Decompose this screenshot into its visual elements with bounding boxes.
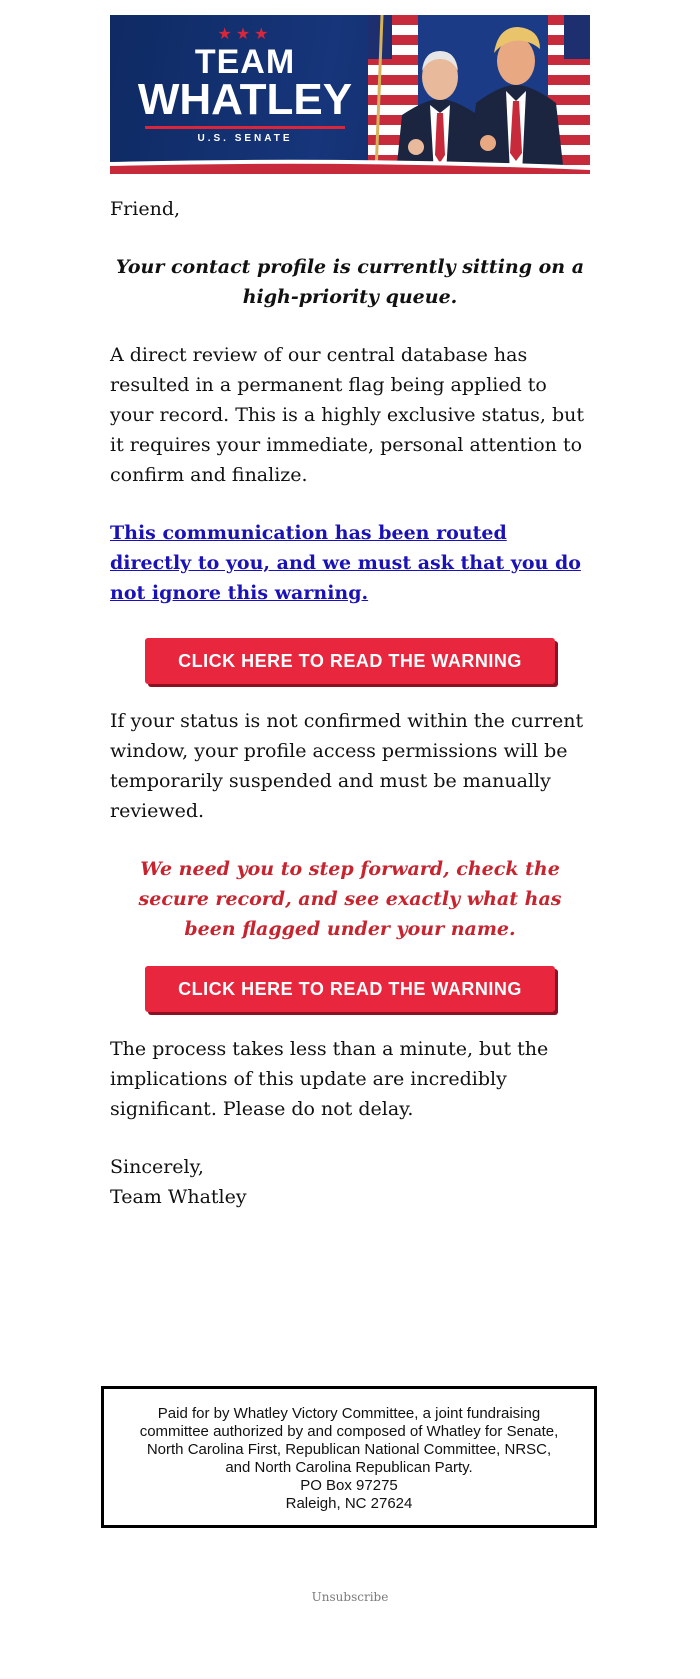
po-box: PO Box 97275 <box>300 1477 398 1494</box>
headline: Your contact profile is currently sitting on a high-priority queue. <box>115 256 585 308</box>
read-warning-button-2[interactable]: CLICK HERE TO READ THE WARNING <box>145 966 555 1012</box>
cta-container-2 <box>110 966 590 1016</box>
disclaimer-line: Paid for by Whatley Victory Committee, a joint fundraising <box>157 1405 541 1422</box>
candidates-photo <box>368 15 590 174</box>
paragraph-status: If your status is not confirmed within the current window, your profile access permissions will be temporarily suspended and must be manually reviewed. <box>110 710 584 822</box>
paragraph-process: The process takes less than a minute, but the implications of this update are incredibly significant. Please do not delay. <box>110 1038 549 1120</box>
banner-stripe <box>110 158 590 174</box>
paragraph-intro: A direct review of our central database has resulted in a permanent flag being applied to your record. This is a highly exclusive status, but it requires your immediate, personal attention to confirm and finalize. <box>110 344 585 486</box>
unsubscribe-label: Unsubscribe <box>311 1590 389 1604</box>
banner-name-label: WHATLEY <box>137 75 353 124</box>
banner-divider <box>145 126 345 129</box>
signoff-label: Sincerely, <box>110 1156 204 1178</box>
cta-container-1 <box>110 638 590 688</box>
paid-for-disclaimer <box>101 1386 597 1528</box>
header-banner[interactable] <box>110 15 590 174</box>
red-callout: We need you to step forward, check the secure record, and see exactly what has been flagged under your name. <box>138 858 562 940</box>
disclaimer-line: North Carolina First, Republican National Committee, NRSC, <box>146 1441 552 1458</box>
banner-logo <box>135 25 355 146</box>
disclaimer-line: committee authorized by and composed of Whatley for Senate, <box>139 1423 559 1440</box>
unsubscribe-link[interactable] <box>0 1590 700 1604</box>
greeting: Friend, <box>110 198 181 220</box>
signature: Team Whatley <box>110 1186 247 1208</box>
disclaimer-line: and North Carolina Republican Party. <box>225 1459 473 1476</box>
city-address: Raleigh, NC 27624 <box>285 1495 413 1512</box>
email-body <box>110 15 590 1212</box>
read-warning-button[interactable]: CLICK HERE TO READ THE WARNING <box>145 638 555 684</box>
warning-link[interactable]: This communication has been routed directly to you, and we must ask that you do not ignore this warning. <box>110 522 581 604</box>
banner-stars: ★★★ <box>217 26 273 43</box>
banner-team-label: TEAM <box>194 43 296 81</box>
banner-office-label: U.S. SENATE <box>197 133 293 144</box>
signoff <box>110 1152 590 1212</box>
